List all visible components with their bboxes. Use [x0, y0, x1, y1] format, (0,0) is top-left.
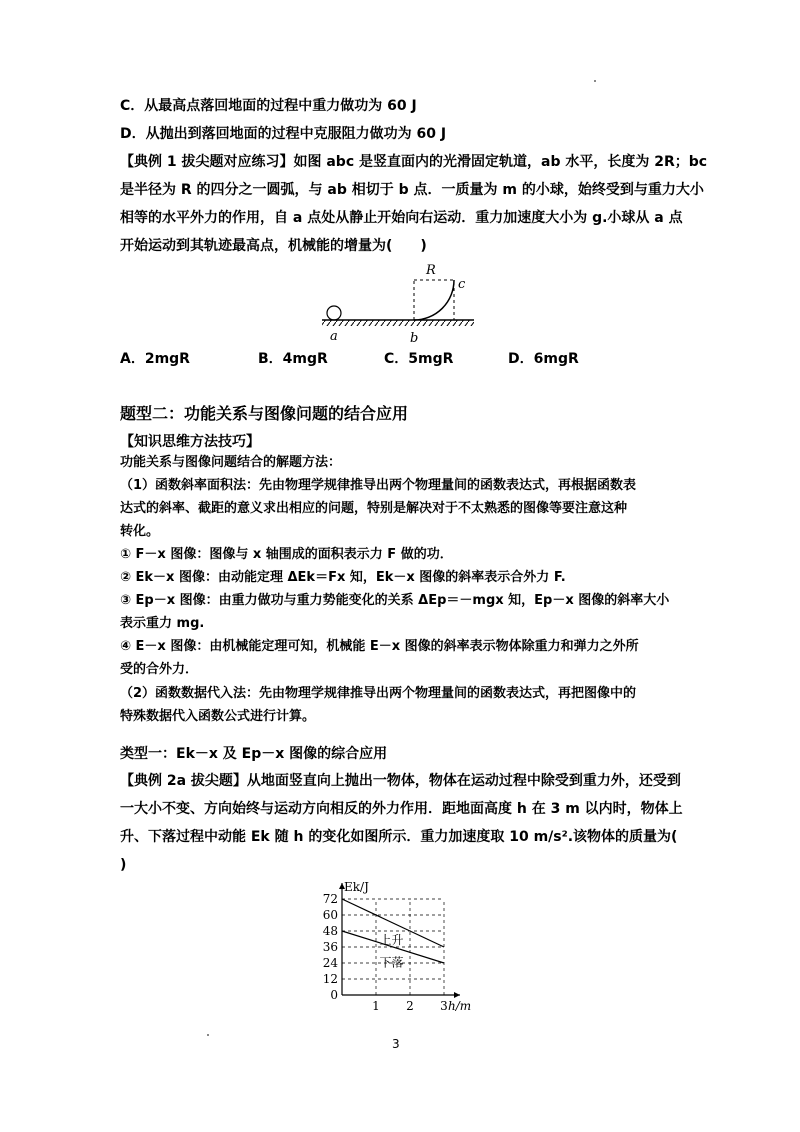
x-tick-label: 1	[372, 999, 380, 1013]
method-intro: 功能关系与图像问题结合的解题方法：	[120, 455, 342, 470]
choice-a: A．2mgR	[120, 351, 190, 367]
method2-line2: 特殊数据代入函数公式进行计算。	[120, 709, 316, 724]
y-tick-label: 60	[322, 908, 338, 922]
label-b: b	[410, 331, 419, 346]
y-tick-label: 36	[322, 940, 338, 954]
scan-speck	[594, 80, 596, 82]
example2a-line2: 一大小不变、方向始终与运动方向相反的外力作用．距地面高度 h 在 3 m 以内时，物体上	[120, 801, 683, 817]
x-axis-arrow	[454, 992, 460, 998]
method1-line1: （1）函数斜率面积法：先由物理学规律推导出两个物理量间的函数表达式，再根据函数表	[120, 478, 637, 493]
example1-line3: 相等的水平外力的作用，自 a 点处从静止开始向右运动．重力加速度大小为 g.小球从 a 点	[120, 210, 683, 226]
y-tick-label: 72	[322, 892, 338, 906]
label-c: c	[458, 277, 466, 292]
case-ep-x-line2: 表示重力 mg.	[120, 616, 205, 631]
scan-speck	[207, 1034, 209, 1036]
tips-header: 【知识思维方法技巧】	[120, 434, 260, 450]
example1-line1: 【典例 1 拔尖题对应练习】如图 abc 是竖直面内的光滑固定轨道，ab 水平，长度为 2R；bc	[120, 154, 708, 170]
example2a-line3: 升、下落过程中动能 Ek 随 h 的变化如图所示．重力加速度取 10 m/s².该物体的质量为(	[120, 829, 678, 845]
track-figure	[318, 258, 480, 348]
section2-title: 题型二：功能关系与图像问题的结合应用	[120, 404, 409, 423]
ek-h-chart	[300, 868, 500, 1018]
y-tick-label: 0	[330, 988, 338, 1002]
type1-title: 类型一：Ek－x 及 Ep－x 图像的综合应用	[120, 746, 388, 762]
example1-line2: 是半径为 R 的四分之一圆弧，与 ab 相切于 b 点．一质量为 m 的小球，始终受到与重力大小	[120, 182, 704, 198]
y-tick-label: 48	[322, 924, 338, 938]
option-c-prev: C．从最高点落回地面的过程中重力做功为 60 J	[120, 98, 417, 114]
page-number: 3	[392, 1037, 400, 1051]
label-a: a	[330, 329, 338, 344]
method1-line3: 转化。	[120, 524, 160, 539]
y-axis-label: Ek/J	[344, 880, 369, 894]
method2-line1: （2）函数数据代入法：先由物理学规律推导出两个物理量间的函数表达式，再把图像中的	[120, 686, 637, 701]
case-e-x-line2: 受的合外力．	[120, 662, 199, 677]
series-label: 上升	[379, 933, 404, 947]
case-ek-x: ② Ek－x 图像：由动能定理 ΔEk＝Fx 知，Ek－x 图像的斜率表示合外力 F.	[120, 570, 566, 585]
y-tick-label: 12	[322, 972, 338, 986]
y-tick-label: 24	[322, 956, 338, 970]
method1-line2: 达式的斜率、截距的意义求出相应的问题，特别是解决对于不太熟悉的图像等要注意这种	[120, 501, 628, 516]
choice-d: D．6mgR	[508, 351, 579, 367]
case-f-x: ① F－x 图像：图像与 x 轴围成的面积表示力 F 做的功．	[120, 547, 453, 562]
x-tick-label: 3	[440, 999, 448, 1013]
label-R: R	[426, 263, 436, 278]
option-d-prev: D．从抛出到落回地面的过程中克服阻力做功为 60 J	[120, 126, 447, 142]
case-e-x-line1: ④ E－x 图像：由机械能定理可知，机械能 E－x 图像的斜率表示物体除重力和弹力之外所	[120, 639, 639, 654]
x-axis-label: h/m	[448, 999, 472, 1013]
series-label: 下落	[379, 955, 404, 970]
example1-line4: 开始运动到其轨迹最高点，机械能的增量为( )	[120, 238, 427, 254]
x-tick-label: 2	[406, 999, 414, 1013]
example2a-line4: )	[120, 857, 127, 873]
choice-c: C．5mgR	[384, 351, 454, 367]
case-ep-x-line1: ③ Ep－x 图像：由重力做功与重力势能变化的关系 ΔEp＝－mgx 知，Ep－x 图像的斜率大小	[120, 593, 670, 608]
example2a-line1: 【典例 2a 拔尖题】从地面竖直向上抛出一物体，物体在运动过程中除受到重力外，还受到	[120, 773, 681, 789]
choice-b: B．4mgR	[258, 351, 328, 367]
